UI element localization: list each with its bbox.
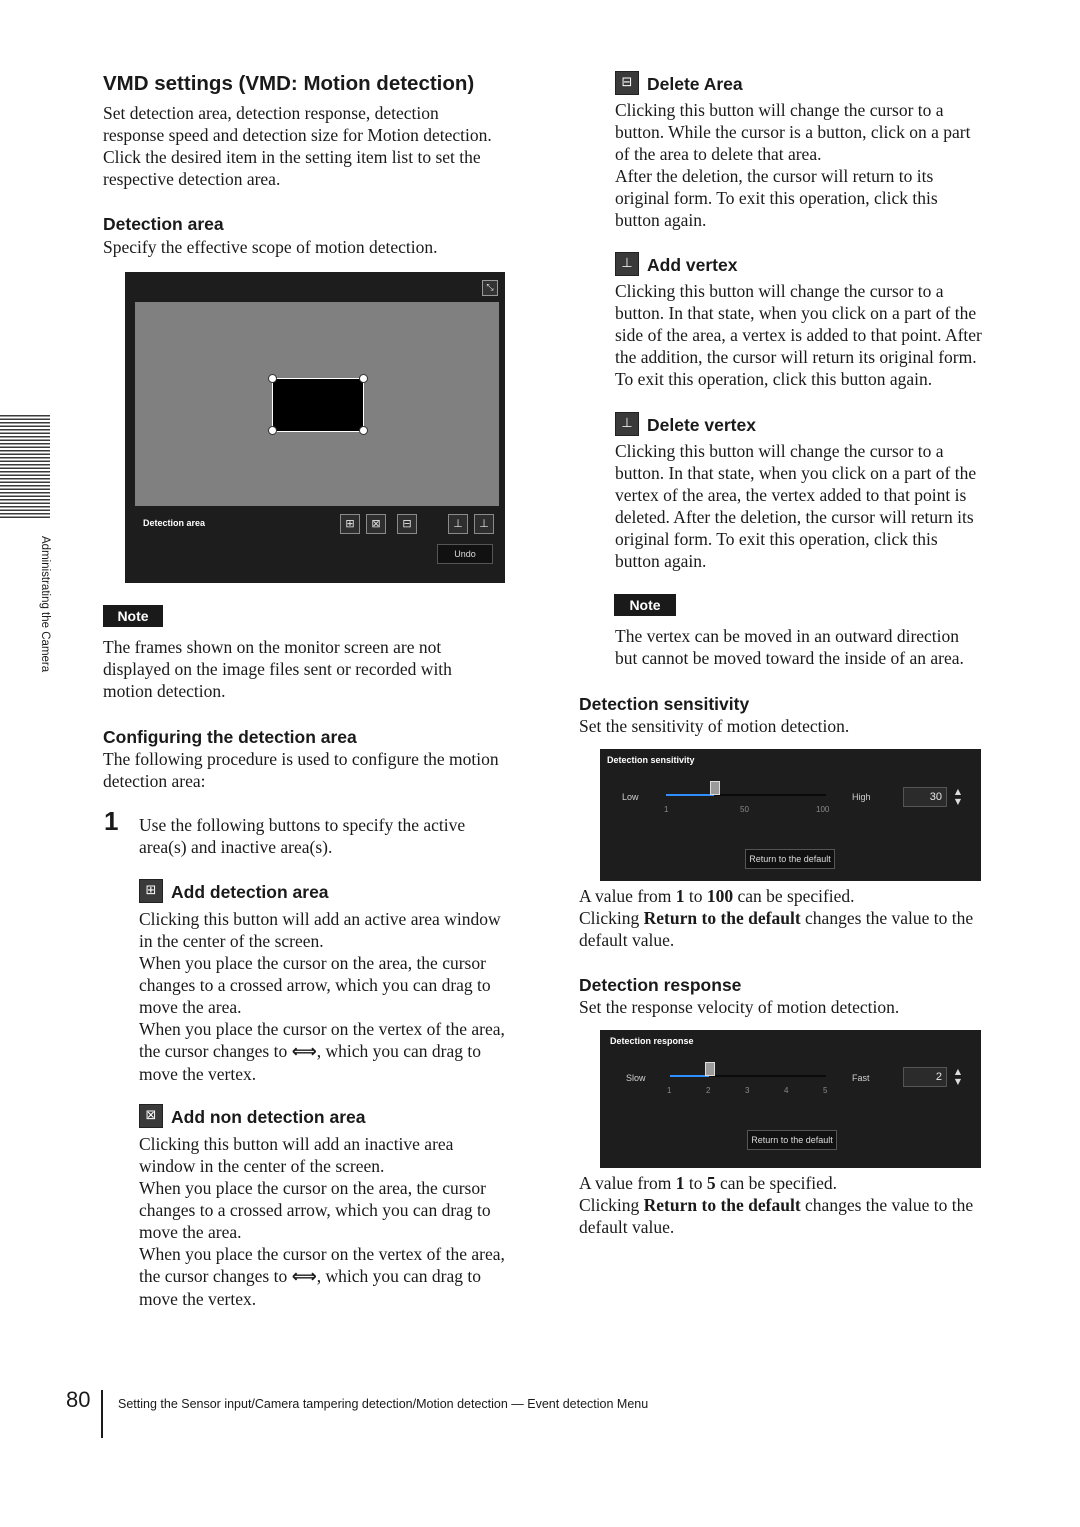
text-line: button. In that state, when you click on a part of the [615,463,977,483]
sensitivity-ui-title: Detection sensitivity [607,755,695,765]
delete-vertex-text [615,440,1015,572]
footer-text: Setting the Sensor input/Camera tampering detection/Motion detection — Event detection Menu [118,1397,649,1411]
spinner-arrows-icon[interactable]: ▲ ▼ [954,1067,962,1086]
delete-area-icon[interactable]: ⊟ [397,514,417,534]
text-line: A value from 1 to 100 can be specified. [579,886,855,906]
sensitivity-value-input[interactable]: 30 [903,787,947,807]
slider-thumb[interactable] [710,781,720,795]
add-vertex-heading: Add vertex [647,255,738,275]
text-line: original form. To exit this operation, click this [615,529,938,549]
sensitivity-screenshot [600,749,981,881]
slider-thumb[interactable] [705,1062,715,1076]
response-range-text [579,1172,1019,1238]
text-line: default value. [579,930,675,950]
intro-line: response speed and detection size for Motion detection. [103,125,492,145]
delete-vertex-heading: Delete vertex [647,415,756,435]
sensitivity-text: Set the sensitivity of motion detection. [579,716,850,736]
tick-label: 2 [706,1086,711,1095]
delete-vertex-icon[interactable]: ⊥ [474,514,494,534]
step-text [139,814,539,858]
text-line: Clicking this button will add an active area window [139,909,501,929]
add-vertex-icon[interactable]: ⊥ [448,514,468,534]
add-detection-area-text [139,908,539,1085]
text-line: A value from 1 to 5 can be specified. [579,1173,838,1193]
note-line: motion detection. [103,681,226,701]
add-non-detection-area-icon[interactable]: ⊠ [366,514,386,534]
detection-area-window[interactable] [272,378,364,432]
delete-vertex-icon: ⊥ [615,412,639,436]
return-to-default-button[interactable]: Return to the default [747,1130,837,1150]
config-line: The following procedure is used to configure the motion [103,749,499,769]
note-text [615,625,1035,669]
side-tab-stripes [0,415,50,519]
sensitivity-range-text [579,885,1019,951]
response-screenshot [600,1030,981,1168]
fast-label: Fast [852,1073,870,1083]
vertex-handle[interactable] [268,374,277,383]
response-text: Set the response velocity of motion detection. [579,997,900,1017]
tick-label: 1 [667,1086,672,1095]
expand-icon[interactable]: ⤡ [482,280,498,296]
slider-fill [666,794,714,796]
text-line: button again. [615,551,707,571]
text-line: vertex of the area, the vertex added to that point is [615,485,967,505]
add-vertex-icon: ⊥ [615,252,639,276]
high-label: High [852,792,871,802]
note-badge: Note [103,605,163,627]
add-non-detection-area-heading: Add non detection area [171,1107,366,1127]
intro-line: respective detection area. [103,169,281,189]
delete-area-heading: Delete Area [647,74,743,94]
text-line: move the area. [139,997,242,1017]
config-text [103,748,543,792]
tick-label: 5 [823,1086,828,1095]
text-line: When you place the cursor on the vertex of the area, [139,1019,505,1039]
vertex-handle[interactable] [268,426,277,435]
detection-area-label: Detection area [143,518,206,528]
page-number: 80 [66,1387,91,1412]
text-line: When you place the cursor on the area, the cursor [139,1178,486,1198]
text-line: changes to a crossed arrow, which you can drag to [139,975,491,995]
add-detection-area-icon[interactable]: ⊞ [340,514,360,534]
note-line: displayed on the image files sent or recorded with [103,659,452,679]
note-line: but cannot be moved toward the inside of an area. [615,648,964,668]
text-line: in the center of the screen. [139,931,324,951]
intro-line: Set detection area, detection response, detection [103,103,439,123]
text-line: the cursor changes to ⟺, which you can drag to [139,1266,481,1287]
monitor-view[interactable] [135,302,499,506]
text-line: move the vertex. [139,1064,257,1084]
detection-area-text: Specify the effective scope of motion detection. [103,237,438,257]
spinner-arrows-icon[interactable]: ▲ ▼ [954,787,962,806]
config-heading: Configuring the detection area [103,727,357,747]
add-detection-area-icon: ⊞ [139,879,163,903]
tick-label: 1 [664,805,669,814]
tick-label: 4 [784,1086,789,1095]
add-non-detection-area-icon: ⊠ [139,1104,163,1128]
text-line: button. While the cursor is a button, click on a part [615,122,971,142]
text-line: window in the center of the screen. [139,1156,385,1176]
double-arrow-icon: ⟺ [291,1042,317,1062]
text-line: button again. [615,210,707,230]
text-line: button. In that state, when you click on a part of the [615,303,977,323]
text-line: Clicking Return to the default changes the value to the [579,908,974,928]
intro-line: Click the desired item in the setting item list to set the [103,147,481,167]
note-badge: Note [614,594,676,616]
low-label: Low [622,792,639,802]
delete-area-text [615,99,1015,231]
footer-divider [101,1390,103,1438]
note-text [103,636,543,702]
text-line: When you place the cursor on the vertex of the area, [139,1244,505,1264]
note-line: The frames shown on the monitor screen are not [103,637,442,657]
text-line: Clicking this button will change the cursor to a [615,281,944,301]
text-line: side of the area, a vertex is added to that point. After [615,325,982,345]
text-line: After the deletion, the cursor will return to its [615,166,934,186]
text-line: original form. To exit this operation, click this [615,188,938,208]
config-line: detection area: [103,771,206,791]
text-line: the addition, the cursor will return its original form. [615,347,977,367]
tick-label: 100 [816,805,830,814]
response-slider-track[interactable] [670,1075,826,1077]
sensitivity-heading: Detection sensitivity [579,694,750,714]
text-line: deleted. After the deletion, the cursor will return its [615,507,974,527]
text-line: To exit this operation, click this button again. [615,369,933,389]
text-line: of the area to delete that area. [615,144,822,164]
vertex-handle[interactable] [359,374,368,383]
text-line: default value. [579,1217,675,1237]
text-line: Clicking this button will change the cursor to a [615,441,944,461]
double-arrow-icon: ⟺ [291,1267,317,1287]
undo-button[interactable]: Undo [437,544,493,564]
response-heading: Detection response [579,975,742,995]
step-number: 1 [104,806,119,836]
detection-area-heading: Detection area [103,214,224,234]
intro-paragraph [103,102,543,190]
text-line: Clicking Return to the default changes the value to the [579,1195,974,1215]
step-line: area(s) and inactive area(s). [139,837,333,857]
response-value-input[interactable]: 2 [903,1067,947,1087]
slider-fill [670,1075,709,1077]
add-detection-area-heading: Add detection area [171,882,329,902]
text-line: Clicking this button will add an inactive area [139,1134,454,1154]
text-line: move the vertex. [139,1289,257,1309]
step-line: Use the following buttons to specify the active [139,815,466,835]
side-tab-label: Administrating the Camera [39,536,51,673]
tick-label: 3 [745,1086,750,1095]
text-line: When you place the cursor on the area, the cursor [139,953,486,973]
vertex-handle[interactable] [359,426,368,435]
sensitivity-slider-track[interactable] [666,794,826,796]
tick-label: 50 [740,805,749,814]
add-non-detection-area-text [139,1133,539,1310]
page-title: VMD settings (VMD: Motion detection) [103,72,475,95]
add-vertex-text [615,280,1015,390]
text-line: the cursor changes to ⟺, which you can drag to [139,1041,481,1062]
return-to-default-button[interactable]: Return to the default [745,849,835,869]
text-line: Clicking this button will change the cursor to a [615,100,944,120]
slow-label: Slow [626,1073,646,1083]
note-line: The vertex can be moved in an outward direction [615,626,960,646]
delete-area-icon: ⊟ [615,71,639,95]
text-line: move the area. [139,1222,242,1242]
detection-area-screenshot [125,272,505,583]
response-ui-title: Detection response [610,1036,694,1046]
text-line: changes to a crossed arrow, which you can drag to [139,1200,491,1220]
